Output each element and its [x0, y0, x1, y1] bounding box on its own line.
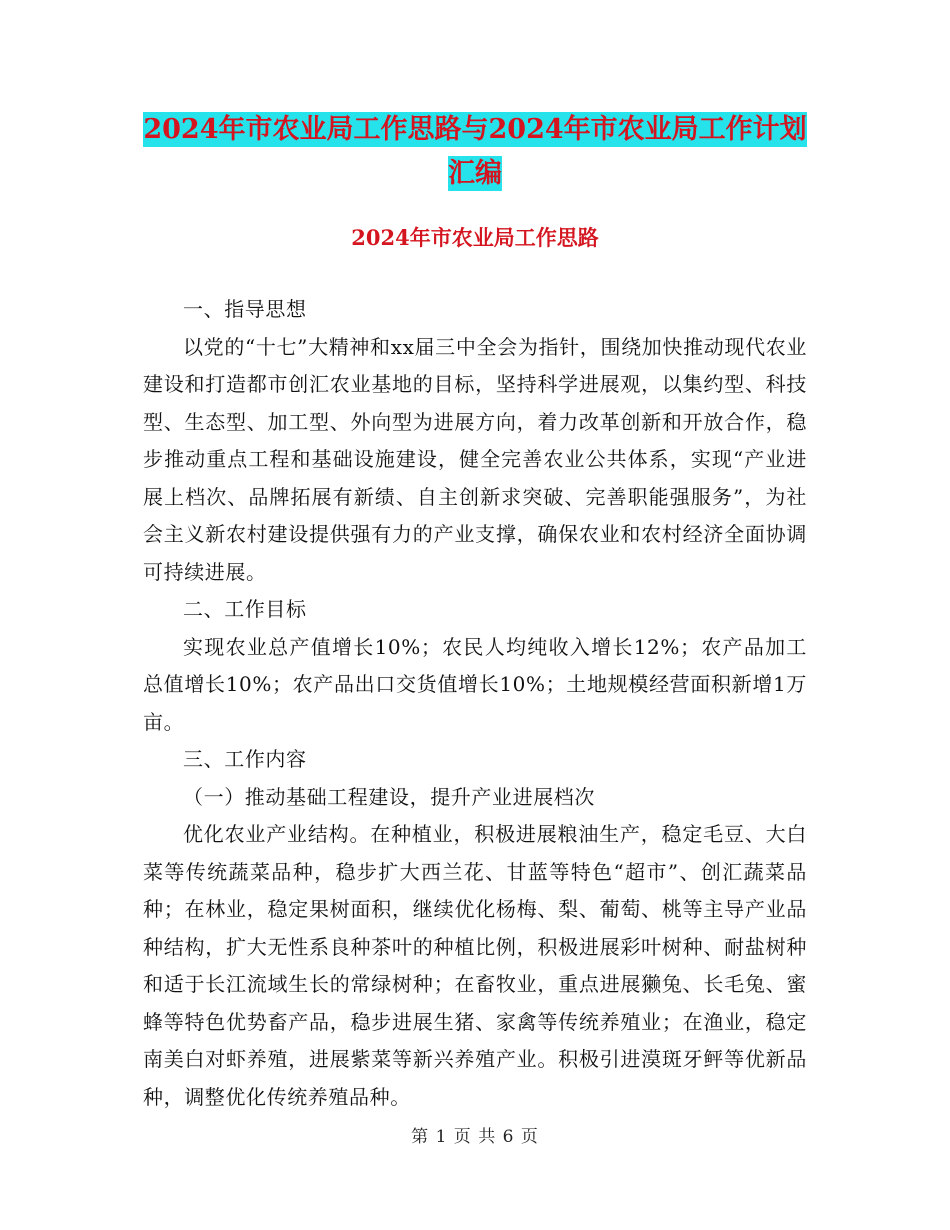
page-number-footer: 第 1 页 共 6 页	[411, 1127, 539, 1147]
title-highlight: 汇编	[448, 158, 502, 189]
document-body	[143, 291, 807, 1116]
heading-work-goals: 二、工作目标	[183, 597, 307, 621]
section-title: 2024年市农业局工作思路	[351, 225, 599, 250]
heading-work-content: 三、工作内容	[183, 747, 307, 771]
subheading-infrastructure: （一）推动基础工程建设，提升产业进展档次	[183, 784, 595, 809]
paragraph-guiding-ideology: 以党的“十七”大精神和xx届三中全会为指针，围绕加快推动现代农业建设和打造都市创汇农业基地的目标，坚持科学进展观，以集约型、科技型、生态型、加工型、外向型为进展方向，着力改革创新和开放合作，稳步推动重点工程和基础设施建设，健全完善农业公共体系，实现“产业进展上档次、品牌拓展有新绩、自主创新求突破、完善职能强服务”，为社会主义新农村建设提供强有力的产业支撑，确保农业和农村经济全面协调可持续进展。	[143, 334, 807, 584]
document-title-line-1	[0, 108, 950, 152]
document-title-line-2	[0, 152, 950, 196]
paragraph-industry-structure: 优化农业产业结构。在种植业，积极进展粮油生产，稳定毛豆、大白菜等传统蔬菜品种，稳步扩大西兰花、甘蓝等特色“超市”、创汇蔬菜品种；在林业，稳定果树面积，继续优化杨梅、梨、葡萄、桃等主导产业品种结构，扩大无性系良种茶叶的种植比例，积极进展彩叶树种、耐盐树种和适于长江流域生长的常绿树种；在畜牧业，重点进展獭兔、长毛兔、蜜蜂等特色优势畜产品，稳步进展生猪、家禽等传统养殖业；在渔业，稳定南美白对虾养殖，进展紫菜等新兴养殖产业。积极引进漠斑牙鲆等优新品种，调整优化传统养殖品种。	[143, 822, 807, 1109]
heading-guiding-ideology: 一、指导思想	[183, 297, 307, 321]
title-highlight: 2024年市农业局工作思路与2024年市农业局工作计划	[143, 114, 807, 145]
paragraph-work-goals: 实现农业总产值增长10%；农民人均纯收入增长12%；农产品加工总值增长10%；农产品出口交货值增长10%；土地规模经营面积新增1万亩。	[143, 634, 807, 734]
